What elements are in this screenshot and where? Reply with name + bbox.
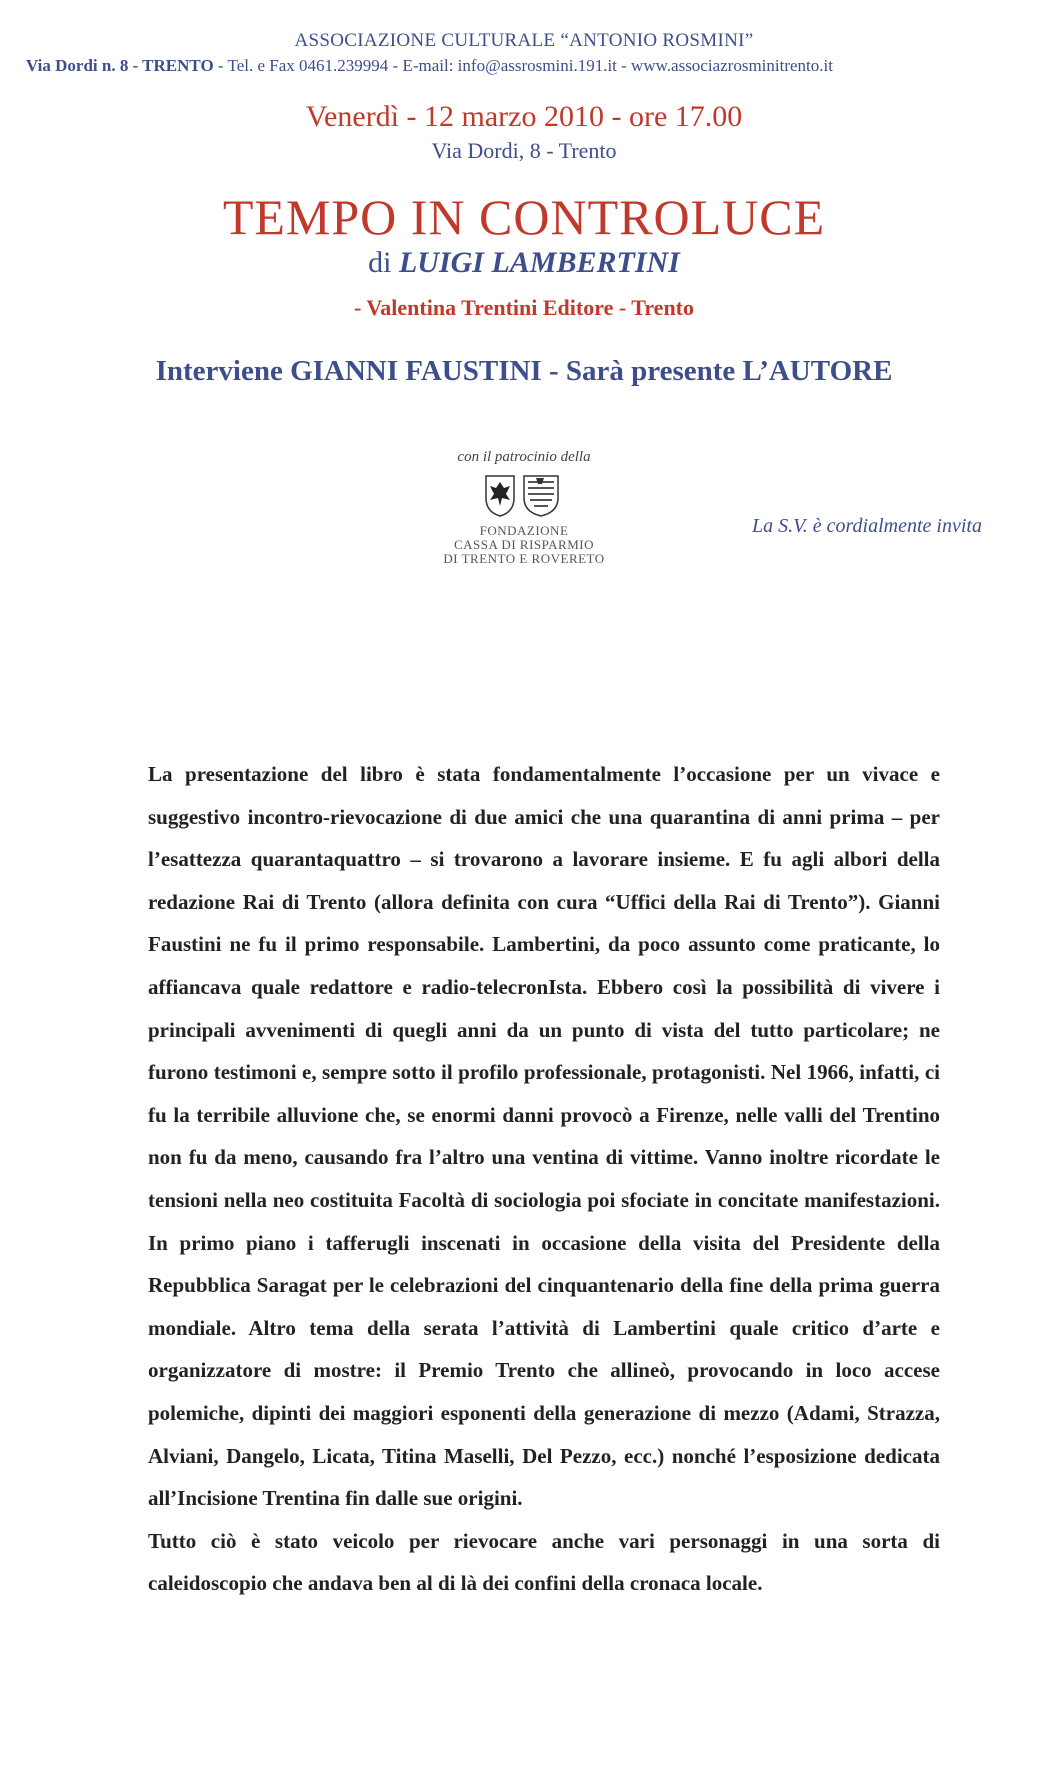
- article-body: [148, 753, 940, 1605]
- speakers-line: Interviene GIANNI FAUSTINI - Sarà presente L’AUTORE: [155, 355, 893, 387]
- association-phone-email-web: - Tel. e Fax 0461.239994 - E-mail: info@assrosmini.191.it - www.associazrosminitrento.it: [213, 56, 833, 75]
- patronage-label: con il patrocinio della: [457, 449, 591, 465]
- foundation-name: [420, 524, 628, 566]
- book-author: [0, 246, 1048, 280]
- association-contacts: [26, 56, 1036, 76]
- book-title: TEMPO IN CONTROLUCE: [222, 189, 826, 245]
- foundation-name-line3: DI TRENTO E ROVERETO: [443, 551, 605, 566]
- article-paragraph-2: Tutto ciò è stato veicolo per rievocare anche vari personaggi in una sorta di caleidoscopio che andava ben al di là dei confini della cronaca locale.: [148, 1528, 940, 1596]
- book-publisher: - Valentina Trentini Editore - Trento: [353, 295, 695, 320]
- foundation-name-line2: CASSA DI RISPARMIO: [453, 537, 594, 552]
- invitation-note: La S.V. è cordialmente invita: [752, 515, 982, 537]
- association-address: Via Dordi n. 8 - TRENTO: [26, 56, 214, 75]
- foundation-name-line1: FONDAZIONE: [479, 523, 569, 538]
- author-name: LUIGI LAMBERTINI: [398, 246, 680, 279]
- event-date: Venerdì - 12 marzo 2010 - ore 17.00: [305, 100, 743, 133]
- association-name: ASSOCIAZIONE CULTURALE “ANTONIO ROSMINI”: [294, 30, 754, 51]
- event-venue: Via Dordi, 8 - Trento: [431, 138, 617, 163]
- foundation-crest-icon: [480, 472, 564, 518]
- author-prefix: di: [368, 246, 399, 279]
- article-paragraph-1: La presentazione del libro è stata fondamentalmente l’occasione per un vivace e suggestivo incontro-rievocazione di due amici che una quarantina di anni prima – per l’esattezza quarantaquattro – si trovarono a lavorare insieme. E fu agli albori della redazione Rai di Trento (allora definita con cura “Uffici della Rai di Trento”). Gianni Faustini ne fu il primo responsabile. Lambertini, da poco assunto come praticante, lo affiancava quale redattore e radio-telecronIsta. Ebbero così la possibilità di vivere i principali avvenimenti di quegli anni da un punto di vista del tutto particolare; ne furono testimoni e, sempre sotto il profilo professionale, protagonisti. Nel 1966, infatti, ci fu la terribile alluvione che, se enormi danni provocò a Firenze, nelle valli del Trentino non fu da meno, causando fra l’altro una ventina di vittime. Vanno inoltre ricordate le tensioni nella neo costituita Facoltà di sociologia poi sfociate in concitate manifestazioni. In primo piano i tafferugli inscenati in occasione della visita del Presidente della Repubblica Saragat per le celebrazioni del cinquantenario della fine della prima guerra mondiale. Altro tema della serata l’attività di Lambertini quale critico d’arte e organizzatore di mostre: il Premio Trento che allineò, provocando in loco accese polemiche, dipinti dei maggiori esponenti della generazione di mezzo (Adami, Strazza, Alviani, Dangelo, Licata, Titina Maselli, Del Pezzo, ecc.) nonché l’esposizione dedicata all’Incisione Trentina fin dalle sue origini.: [148, 762, 940, 1511]
